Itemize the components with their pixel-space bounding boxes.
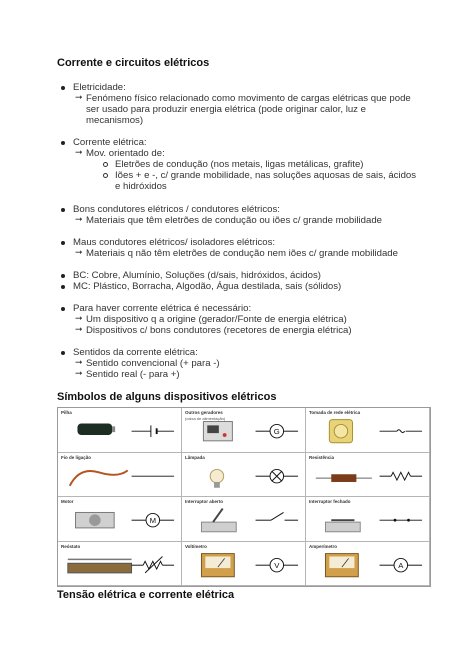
sub-text: Sentido real (- para +) xyxy=(86,369,180,380)
symbol-graphic xyxy=(306,453,428,496)
device-photo xyxy=(77,423,115,435)
svg-text:M: M xyxy=(149,516,157,526)
bullet-text: Para haver corrente elétrica é necessário: xyxy=(73,303,252,314)
symbol-graphic xyxy=(58,497,180,540)
circuit-symbol xyxy=(256,512,299,520)
sub-sub-text: e hidróxidos xyxy=(115,181,167,192)
device-photo xyxy=(76,512,115,527)
symbol-graphic xyxy=(58,453,180,496)
device-photo xyxy=(70,470,128,485)
circle-bullet-icon xyxy=(103,173,108,178)
section-title-circuits: Corrente e circuitos elétricos xyxy=(57,57,210,69)
circuit-symbol xyxy=(380,558,423,572)
section-title-symbols: Símbolos de alguns dispositivos elétricos xyxy=(57,391,277,403)
arrow-icon: ➞ xyxy=(75,313,83,323)
symbol-graphic xyxy=(58,408,180,451)
symbol-graphic xyxy=(182,497,304,540)
circuit-symbol xyxy=(256,424,299,438)
circle-bullet-icon xyxy=(103,162,108,167)
symbol-label: Amperímetro xyxy=(309,543,338,549)
sub-text: ser usado para produzir energia elétrica (pode originar calor, luz e xyxy=(86,104,366,115)
symbol-label: Resistência xyxy=(309,454,335,460)
symbol-label: Reóstato xyxy=(61,543,81,549)
symbol-graphic xyxy=(182,408,304,451)
arrow-icon: ➞ xyxy=(75,247,83,257)
sub-sub-text: Iões + e -, c/ grande mobilidade, nas soluções aquosas de sais, ácidos xyxy=(115,170,417,181)
symbol-label: Pilha xyxy=(61,410,72,415)
symbol-label: Motor xyxy=(61,499,74,504)
bullet-dot xyxy=(61,241,65,245)
symbol-cell-resistor xyxy=(306,453,430,498)
symbol-label: Tomada de rede elétrica xyxy=(309,410,361,415)
arrow-icon: ➞ xyxy=(75,357,83,367)
symbol-label: Voltímetro xyxy=(185,543,207,549)
device-photo xyxy=(68,559,132,573)
bullet-text: MC: Plástico, Borracha, Algodão, Água destilada, sais (sólidos) xyxy=(73,281,342,292)
symbol-cell-G xyxy=(182,408,306,453)
circuit-symbol xyxy=(380,430,423,433)
svg-text:V: V xyxy=(274,560,280,570)
sub-text: Materiais que têm eletrões de condução ou iões c/ grande mobilidade xyxy=(86,215,382,226)
bullet-dot xyxy=(61,285,65,289)
sub-text: Dispositivos c/ bons condutores (recetores de energia elétrica) xyxy=(86,325,352,336)
circuit-symbol xyxy=(256,558,299,572)
bullet-dot xyxy=(61,307,65,311)
device-photo xyxy=(203,422,232,441)
bullet-dot xyxy=(61,86,65,90)
bullet-text: Sentidos da corrente elétrica: xyxy=(73,347,198,358)
symbol-graphic xyxy=(306,408,428,451)
arrow-icon: ➞ xyxy=(75,147,83,157)
symbol-cell-A xyxy=(306,542,430,587)
symbol-label: Outros geradores xyxy=(185,410,223,415)
symbol-cell-switch-closed xyxy=(306,497,430,542)
symbol-graphic xyxy=(306,497,428,540)
bullet-dot xyxy=(61,351,65,355)
symbol-cell-lamp xyxy=(182,453,306,498)
bullet-text: Bons condutores elétricos / condutores elétricos: xyxy=(73,204,280,215)
symbol-label: Interruptor fechado xyxy=(309,499,351,504)
symbol-label: Interruptor aberto xyxy=(185,499,224,504)
symbol-graphic xyxy=(182,453,304,496)
symbol-graphic xyxy=(182,542,304,585)
bullet-dot xyxy=(61,274,65,278)
sub-text: Mov. orientado de: xyxy=(86,148,165,159)
section-title-voltage: Tensão elétrica e corrente elétrica xyxy=(57,589,235,601)
sub-sub-text: Eletrões de condução (nos metais, ligas metálicas, grafite) xyxy=(115,159,364,170)
device-photo xyxy=(201,509,236,532)
bullet-text: Eletricidade: xyxy=(73,82,126,93)
arrow-icon: ➞ xyxy=(75,214,83,224)
symbol-cell-wire xyxy=(58,453,182,498)
arrow-icon: ➞ xyxy=(75,324,83,334)
symbol-label: Fio de ligação xyxy=(61,454,92,460)
bullet-text: Maus condutores elétricos/ isoladores elétricos: xyxy=(73,237,276,248)
device-photo xyxy=(325,520,360,532)
circuit-symbol xyxy=(132,513,175,527)
symbols-table xyxy=(57,407,431,587)
symbol-cell-switch-open xyxy=(182,497,306,542)
sub-text: mecanismos) xyxy=(86,115,144,126)
symbol-note: (caixa de alimentação) xyxy=(185,416,226,421)
symbol-cell-V xyxy=(182,542,306,587)
circuit-symbol xyxy=(380,472,423,480)
bullet-dot xyxy=(61,208,65,212)
circuit-symbol xyxy=(256,469,299,483)
sub-text: Materiais q não têm eletrões de condução nem iões c/ grande mobilidade xyxy=(86,248,398,259)
circuit-symbol xyxy=(380,519,423,521)
device-photo xyxy=(325,553,358,576)
bullet-text: Corrente elétrica: xyxy=(73,137,147,148)
arrow-icon: ➞ xyxy=(75,92,83,102)
symbol-cell-socket xyxy=(306,408,430,453)
sub-text: Fenómeno físico relacionado como movimento de cargas elétricas que pode xyxy=(86,93,411,104)
bullet-text: BC: Cobre, Alumínio, Soluções (d/sais, hidróxidos, ácidos) xyxy=(73,270,321,281)
circuit-symbol xyxy=(132,556,175,572)
svg-text:A: A xyxy=(398,560,404,570)
circuit-symbol xyxy=(132,425,175,437)
symbol-graphic xyxy=(306,542,428,585)
svg-text:G: G xyxy=(273,427,280,437)
symbol-cell-M xyxy=(58,497,182,542)
device-photo xyxy=(210,469,224,487)
device-photo xyxy=(329,420,352,443)
sub-text: Um dispositivo q a origine (gerador/Fonte de energia elétrica) xyxy=(86,314,347,325)
device-photo xyxy=(201,553,234,576)
symbol-cell-rheostat xyxy=(58,542,182,587)
symbol-cell-cell xyxy=(58,408,182,453)
device-photo xyxy=(316,474,372,482)
symbol-label: Lâmpada xyxy=(185,454,205,460)
symbol-graphic xyxy=(58,542,180,585)
bullet-dot xyxy=(61,141,65,145)
sub-text: Sentido convencional (+ para -) xyxy=(86,358,220,369)
arrow-icon: ➞ xyxy=(75,368,83,378)
